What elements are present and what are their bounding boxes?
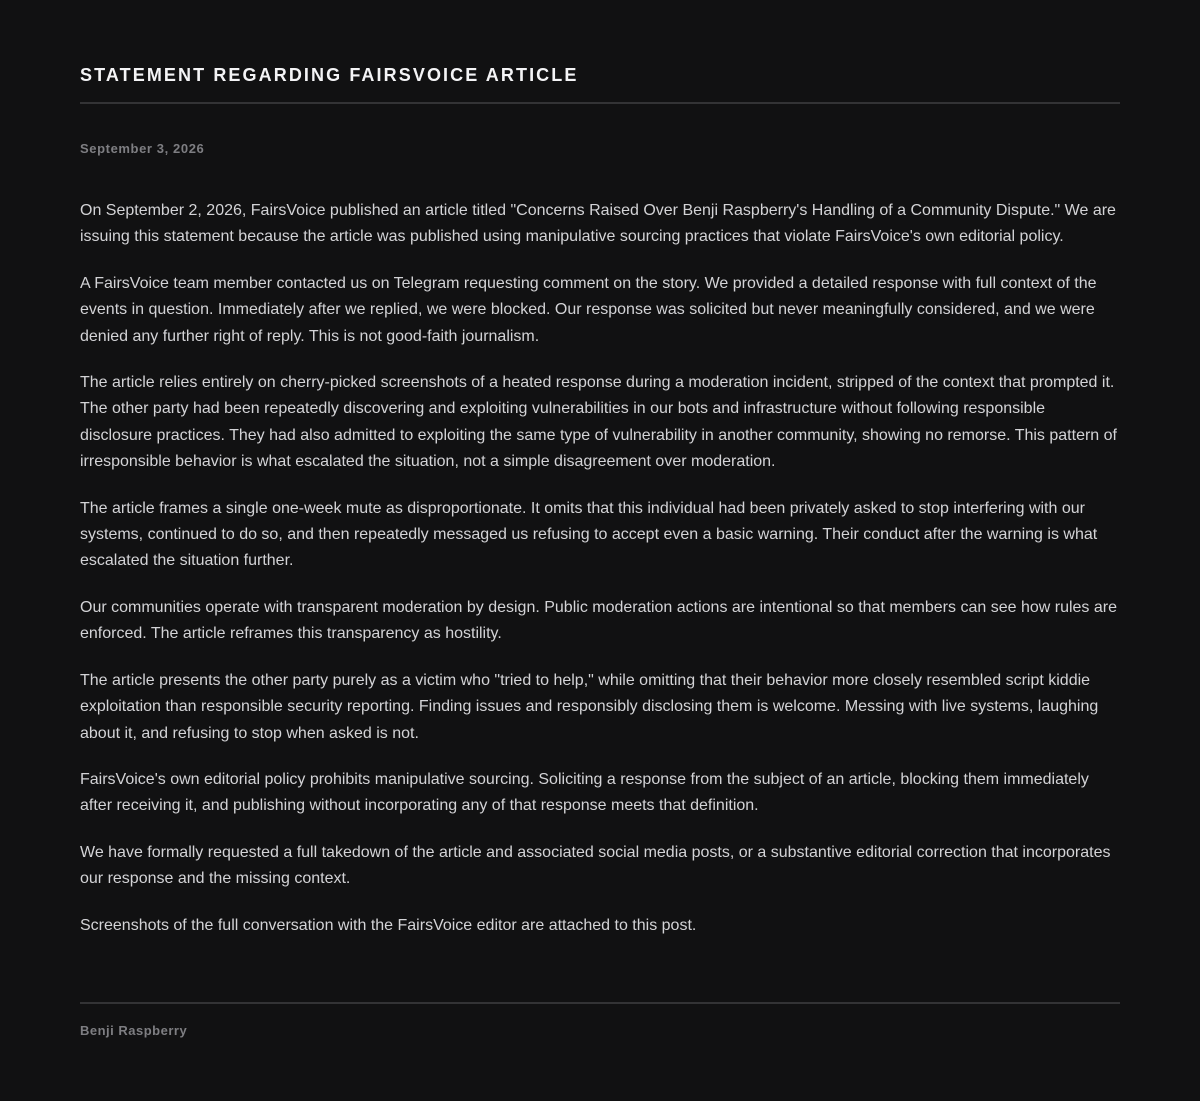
- paragraph: Our communities operate with transparent moderation by design. Public moderation actions are intentional so that members can see how rules are enforced. The article reframes this transparency as hostility.: [80, 598, 1117, 643]
- paragraph: The article presents the other party purely as a victim who "tried to help," while omitting that their behavior more closely resembled script kiddie exploitation than responsible security reporting. Finding issues and responsibly disclosing them is welcome. Messing with live systems, laughing about it, and refusing to stop when asked is not.: [80, 671, 1099, 742]
- paragraph: FairsVoice's own editorial policy prohibits manipulative sourcing. Soliciting a response from the subject of an article, blocking them immediately after receiving it, and publishing without incorporating any of that response meets that definition.: [80, 770, 1089, 815]
- statement-body: [80, 198, 1120, 939]
- author-signature: Benji Raspberry: [80, 1023, 188, 1038]
- statement-footer: [80, 1002, 1120, 1039]
- paragraph: Screenshots of the full conversation with the FairsVoice editor are attached to this post.: [80, 916, 697, 934]
- publish-date: September 3, 2026: [80, 141, 205, 156]
- statement-header: [80, 0, 1120, 104]
- paragraph: A FairsVoice team member contacted us on Telegram requesting comment on the story. We provided a detailed response with full context of the events in question. Immediately after we replied, we were blocked. Our response was solicited but never meaningfully considered, and we were denied any further right of reply. This is not good-faith journalism.: [80, 274, 1097, 345]
- paragraph: On September 2, 2026, FairsVoice published an article titled "Concerns Raised Over Benji Raspberry's Handling of a Community Dispute." We are issuing this statement because the article was published using manipulative sourcing practices that violate FairsVoice's own editorial policy.: [80, 202, 1116, 246]
- paragraph: The article frames a single one-week mute as disproportionate. It omits that this individual had been privately asked to stop interfering with our systems, continued to do so, and then repeatedly messaged us refusing to accept even a basic warning. Their conduct after the warning is what escalated the situation further.: [80, 499, 1098, 570]
- page-title: STATEMENT REGARDING FAIRSVOICE ARTICLE: [80, 65, 579, 85]
- paragraph: We have formally requested a full takedown of the article and associated social media posts, or a substantive editorial correction that incorporates our response and the missing context.: [80, 843, 1111, 888]
- paragraph: The article relies entirely on cherry-picked screenshots of a heated response during a moderation incident, stripped of the context that prompted it. The other party had been repeatedly discovering and exploiting vulnerabilities in our bots and infrastructure without following responsible disclosure practices. They had also admitted to exploiting the same type of vulnerability in another community, showing no remorse. This pattern of irresponsible behavior is what escalated the situation, not a simple disagreement over moderation.: [80, 374, 1117, 471]
